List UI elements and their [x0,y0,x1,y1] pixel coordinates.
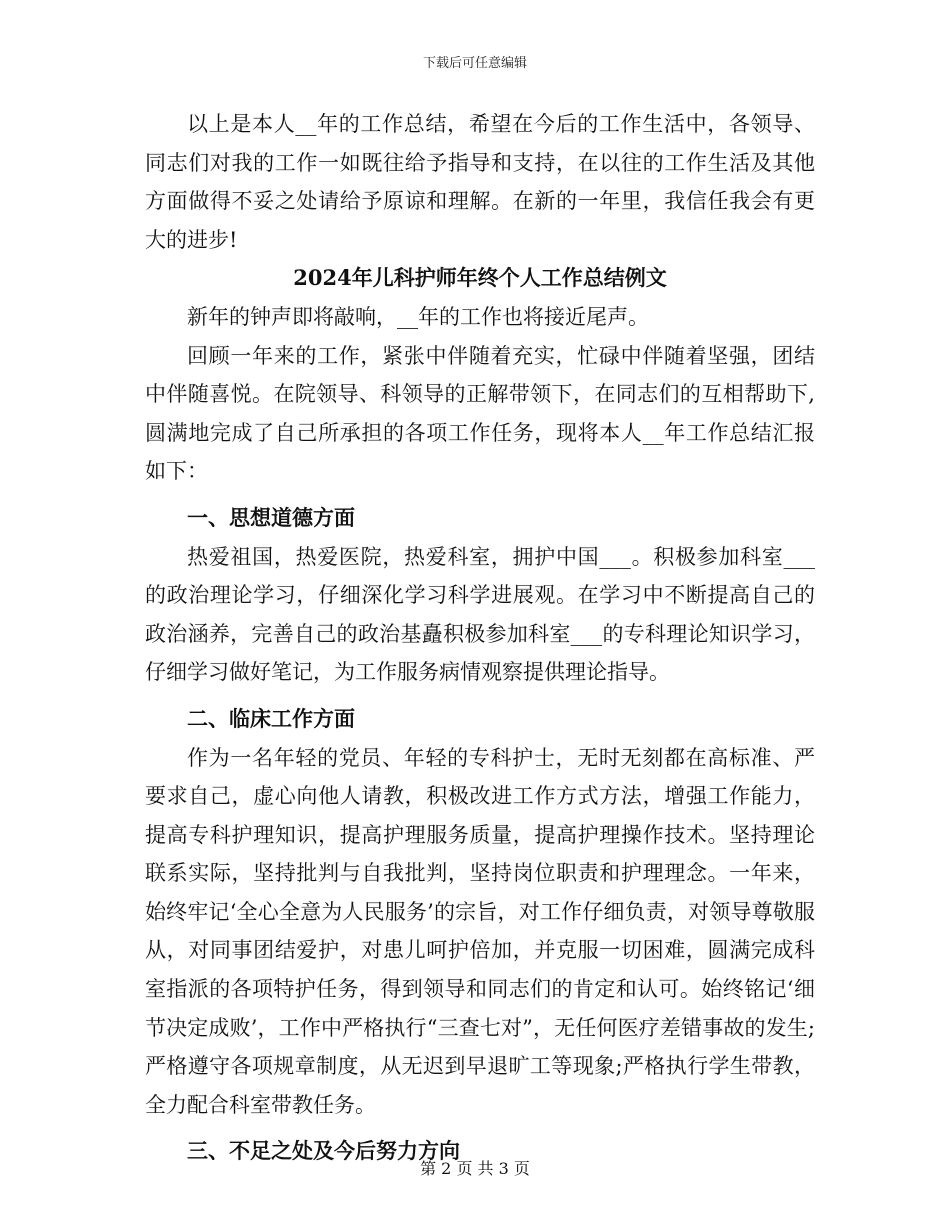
document-title: 2024年儿科护师年终个人工作总结例文 [293,265,667,291]
review-paragraph: 回顾一年来的工作，紧张中伴随着充实，忙碌中伴随着坚强，团结中伴随喜悦。在院领导、科领导的正解带领下，在同志们的互相帮助下,圆满地完成了自己所承担的各项工作任务，现将本人__年工作总结汇报如下： [145,343,815,484]
document-body [145,105,815,1171]
section-1-paragraph: 热爱祖国，热爱医院，热爱科室，拥护中国___。积极参加科室___的政治理论学习，仔细深化学习科学进展观。在学习中不断提高自己的政治涵养，完善自己的政治基矗积极参加科室___的专科理论知识学习，仔细学习做好笔记，为工作服务病情观察提供理论指导。 [145,544,815,685]
section-heading-1: 一、思想道德方面 [187,504,355,530]
section-heading-3: 三、不足之处及今后努力方向 [187,1138,460,1164]
closing-paragraph: 以上是本人__年的工作总结，希望在今后的工作生活中，各领导、同志们对我的工作一如既往给予指导和支持，在以往的工作生活及其他方面做得不妥之处请给予原谅和理解。在新的一年里，我信任我会有更大的进步! [145,112,815,252]
intro-paragraph: 新年的钟声即将敲响，__年的工作也将接近尾声。 [187,304,649,329]
page-header: 下载后可任意编辑 [422,56,527,71]
section-2-paragraph: 作为一名年轻的党员、年轻的专科护士，无时无刻都在高标准、严要求自己，虚心向他人请教，积极改进工作方式方法，增强工作能力，提高专科护理知识，提高护理服务质量，提高护理操作技术。坚持理论联系实际，坚持批判与自我批判，坚持岗位职责和护理理念。一年来，始终牢记‘全心全意为人民服务’的宗旨，对工作仔细负责，对领导尊敬服从，对同事团结爱护，对患儿呵护倍加，并克服一切困难，圆满完成科室指派的各项特护任务，得到领导和同志们的肯定和认可。始终铭记‘细节决定成败’，工作中严格执行“三查七对”，无任何医疗差错事故的发生;严格遵守各项规章制度，从无迟到早退旷工等现象;严格执行学生带教，全力配合科室带教任务。 [145,745,815,1117]
section-heading-2: 二、临床工作方面 [187,705,355,731]
page-footer: 第 2 页 共 3 页 [420,1159,530,1178]
